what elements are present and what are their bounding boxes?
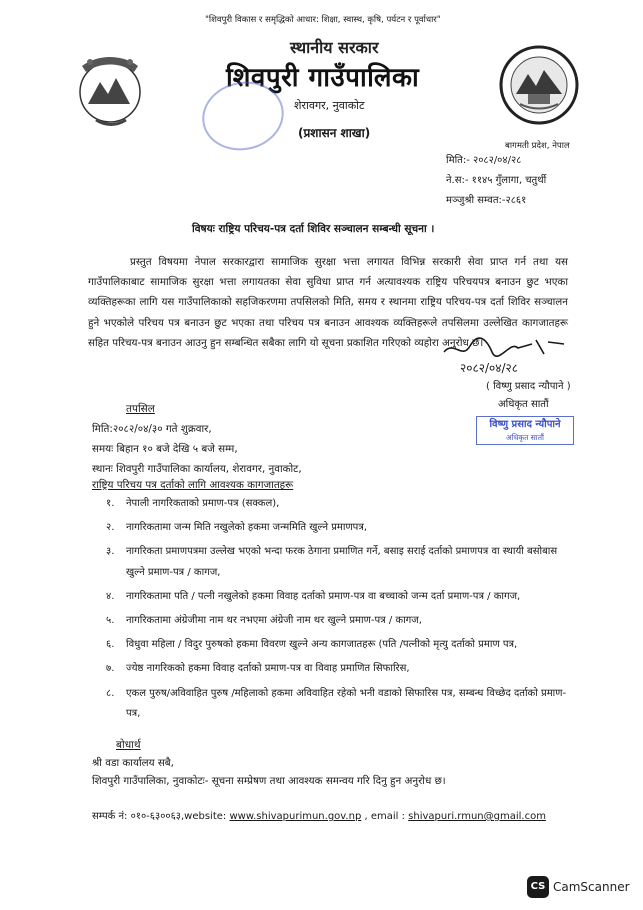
- contact-prefix: सम्पर्क नं: ०१०-६३००६३,website:: [92, 811, 227, 822]
- email-label: , email :: [364, 811, 405, 822]
- nepal-sambat-line: ने.स:- ११४५ गुँलागा, चतुर्थी: [446, 175, 547, 186]
- camscanner-icon: CS: [527, 876, 549, 898]
- municipality-logo: [498, 44, 580, 126]
- motto: "शिवपुरी विकास र समृद्धिको आधार: शिक्षा, स्वास्थ, कृषि, पर्यटन र पूर्वाधार": [205, 15, 441, 25]
- municipality-title: शिवपुरी गाउँपालिका: [226, 63, 420, 93]
- bodhartha-line-1: श्री वडा कार्यालय सबै,: [92, 757, 174, 769]
- list-item: ८. एकल पुरुष/अविवाहित पुरुष /महिलाको हकमा अविवाहित रहेको भनी वडाको सिफारिस पत्र, सम्बन्ध विच्छेद दर्ताको प्रमाण-पत्र,: [106, 687, 567, 719]
- required-documents-list: [106, 494, 576, 728]
- signature-stamp: [476, 416, 574, 445]
- signer-name: ( विष्णु प्रसाद न्यौपाने ): [486, 381, 571, 392]
- website-link[interactable]: www.shivapurimun.gov.np: [229, 811, 362, 822]
- documents-heading: राष्ट्रिय परिचय पत्र दर्ताको लागि आवश्यक कागजातहरू: [92, 479, 294, 491]
- camp-date: मिति:२०८२/०४/३० गते शुक्रवार,: [92, 423, 212, 435]
- list-item: ३. नागरिकता प्रमाणपत्रमा उल्लेख भएको भन्दा फरक ठेगाना प्रमाणित गर्ने, बसाइ सराई दर्ताको प्रमाणपत्र वा स्थायी बसोबास खुल्ने प्रमाण-पत्र / कागज,: [106, 546, 558, 578]
- camscanner-label: CamScanner: [553, 880, 630, 894]
- signer-title: अधिकृत सातौं: [498, 399, 549, 410]
- subject-line: विषयः राष्ट्रिय परिचय-पत्र दर्ता शिविर सञ्चालन सम्बन्धी सूचना ।: [192, 223, 435, 235]
- list-item: ५. नागरिकतामा अंग्रेजीमा नाम थर नभएमा अंग्रेजी नाम थर खुल्ने प्रमाण-पत्र / कागज,: [106, 615, 422, 627]
- camp-time: समयः बिहान १० बजे देखि ५ बजे सम्म,: [92, 443, 238, 455]
- nepal-emblem-logo: [68, 46, 152, 130]
- list-item: २. नागरिकतामा जन्म मिति नखुलेको हकमा जन्ममिति खुल्ने प्रमाणपत्र,: [106, 522, 368, 534]
- handwritten-date: २०८२/०४/२८: [460, 361, 519, 375]
- bodhartha-line-2: शिवपुरी गाउँपालिका, नुवाकोटः- सूचना सम्प्रेषण तथा आवश्यक समन्वय गरि दिनु हुन अनुरोध छ।: [92, 775, 446, 787]
- bodhartha-heading: बोधार्थ: [116, 739, 141, 751]
- list-item: ६. विधुवा महिला / विदुर पुरुषको हकमा विवरण खुल्ने अन्य कागजातहरू (पति /पत्नीको मृत्यु दर्ताको प्रमाण पत्र,: [106, 639, 518, 651]
- manjushree-line: मञ्जुश्री सम्वत:-२८६१: [446, 195, 527, 206]
- date-line: मिति:- २०८२/०४/२८: [446, 155, 522, 166]
- handwritten-signature: [440, 334, 590, 378]
- contact-footer: [92, 808, 546, 822]
- tapsil-heading: तपसिल: [126, 403, 155, 415]
- branch-name: (प्रशासन शाखा): [298, 126, 371, 140]
- header-local-government: स्थानीय सरकार: [290, 38, 379, 57]
- stamp-name: विष्णु प्रसाद न्यौपाने: [489, 419, 561, 430]
- list-item: ४. नागरिकतामा पति / पत्नी नखुलेको हकमा विवाह दर्ताको प्रमाण-पत्र वा बच्चाको जन्म दर्ता प्रमाण-पत्र / कागज,: [106, 590, 521, 602]
- camp-place: स्थानः शिवपुरी गाउँपालिका कार्यालय, शेरावगर, नुवाकोट,: [92, 463, 302, 475]
- list-item: १. नेपाली नागरिकताको प्रमाण-पत्र (सक्कल),: [106, 498, 280, 509]
- municipality-address: शेरावगर, नुवाकोट: [294, 99, 365, 112]
- email-link[interactable]: shivapuri.rmun@gmail.com: [408, 811, 546, 822]
- province-label: बागमती प्रदेश, नेपाल: [505, 141, 570, 151]
- notice-body: प्रस्तुत विषयमा नेपाल सरकारद्वारा सामाजिक सुरक्षा भत्ता लगायत विभिन्न सरकारी सेवा प्राप्त गर्न तथा यस गाउँपालिकाबाट सामाजिक सुरक्षा भत्ता लगायतका सेवा सुविधा प्राप्त गर्न अत्यावश्यक राष्ट्रिय परिचयपत्र बनाउन छुट भएका व्यक्तिहरूका लागि यस गाउँपालिकाको सहजिकरणमा तपसिलको मिति, समय र स्थानमा राष्ट्रिय परिचय-पत्र दर्ता शिविर सञ्चालन हुने भएकोले परिचय पत्र बनाउन छुट भएका तथा परिचय पत्र बनाउन आवश्यक व्यक्तिहरूले तपसिलमा उल्लेखित कागजातहरू सहित परिचय-पत्र बनाउन आउनु हुन सम्बन्धित सबैका लागि यो सूचना प्रकाशित गरिएको व्यहोरा अनुरोध छ।: [88, 256, 568, 349]
- stamp-title: अधिकृत सातौं: [506, 433, 544, 442]
- list-item: ७. ज्येष्ठ नागरिकको हकमा विवाह दर्ताको प्रमाण-पत्र वा विवाह प्रमाणित सिफारिस,: [106, 663, 410, 675]
